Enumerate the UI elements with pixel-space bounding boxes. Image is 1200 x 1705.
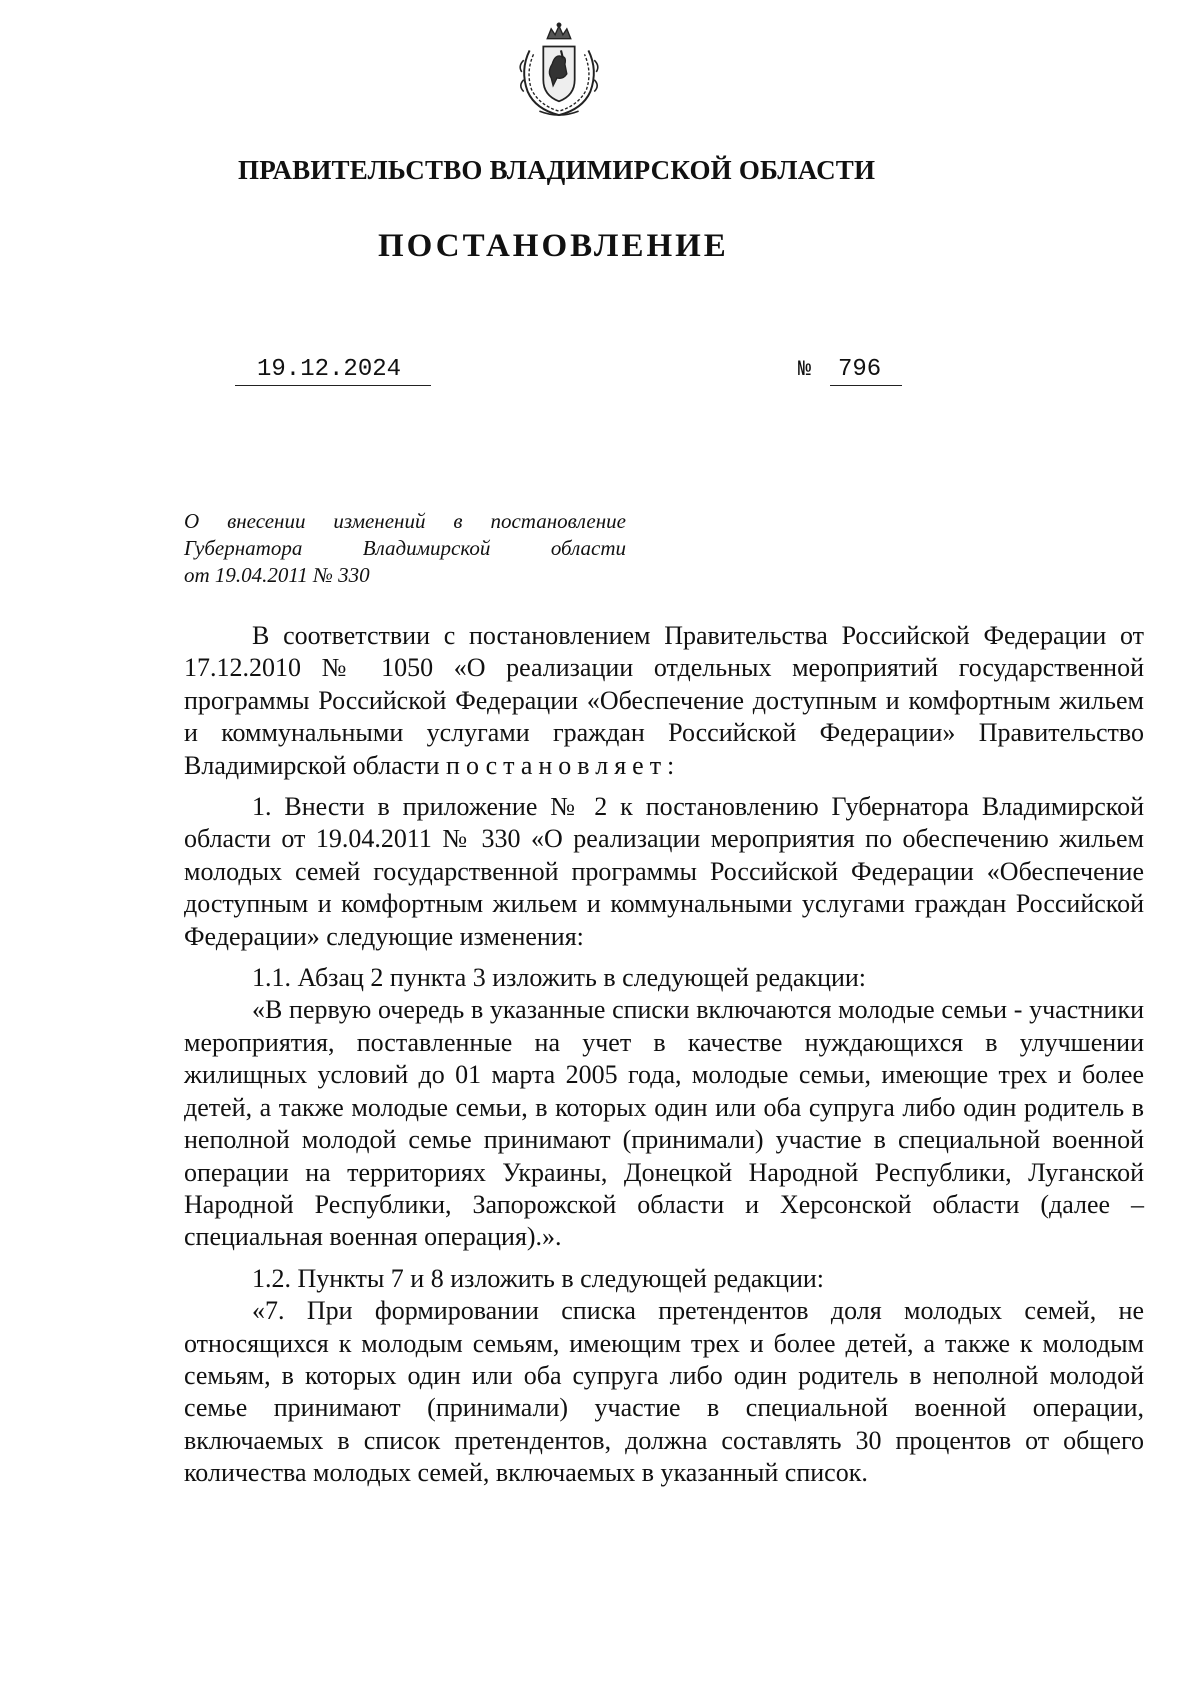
document-number: 796 [830,356,902,386]
preamble-verb: постановляет: [446,750,681,780]
preamble-paragraph [184,620,1144,782]
document-number-label: № [798,357,812,382]
item-1-1-text: «В первую очередь в указанные списки включаются молодые семьи - участники мероприятия, поставленные на учет в качестве нуждающихся в улучшении жилищных условий до 01 марта 2005 года, молодые семьи, имеющие трех и более детей, а также молодые семьи, в которых один или оба супруга либо один родитель в неполной молодой семье принимают (принимали) участие в специальной военной операции на территориях Украины, Донецкой Народной Республики, Луганской Народной Республики, Запорожской области и Херсонской области (далее – специальная военная операция).». [184,995,1144,1252]
subject-line: от 19.04.2011 № 330 [184,563,370,587]
coat-of-arms-icon [510,20,608,120]
preamble-text: В соответствии с постановлением Правительства Российской Федерации от 17.12.2010 № 1050 «О реализации отдельных мероприятий государственной программы Российской Федерации «Обеспечение доступным и комфортным жильем и коммунальными услугами граждан Российской Федерации» Правительство Владимирской области [184,621,1144,780]
document-date: 19.12.2024 [235,356,431,386]
item-1-2-text: «7. При формировании списка претендентов доля молодых семей, не относящихся к молодым семьям, имеющим трех и более детей, а также к молодым семьям, в которых один или оба супруга либо один родитель в неполной молодой семье принимают (принимали) участие в специальной военной операции, включаемых в список претендентов, должна составлять 30 процентов от общего количества молодых семей, включаемых в указанный список. [184,1296,1144,1488]
item-1-1-heading: 1.1. Абзац 2 пункта 3 изложить в следующей редакции: [252,963,867,993]
item-1-paragraph: 1. Внести в приложение № 2 к постановлению Губернатора Владимирской области от 19.04.2011 № 330 «О реализации мероприятия по обеспечению жильем молодых семей государственной программы Российской Федерации «Обеспечение доступным и комфортным жильем и коммунальными услугами граждан Российской Федерации» следующие изменения: [184,792,1144,951]
subject-line: Губернатора Владимирской области [184,536,626,560]
subject-line: О внесении изменений в постановление [184,509,626,533]
item-1-2-heading: 1.2. Пункты 7 и 8 изложить в следующей редакции: [252,1263,825,1293]
organization-name: ПРАВИТЕЛЬСТВО ВЛАДИМИРСКОЙ ОБЛАСТИ [238,155,876,185]
document-body [184,620,1144,1490]
document-type-title: ПОСТАНОВЛЕНИЕ [378,228,729,264]
document-subject [184,508,626,589]
